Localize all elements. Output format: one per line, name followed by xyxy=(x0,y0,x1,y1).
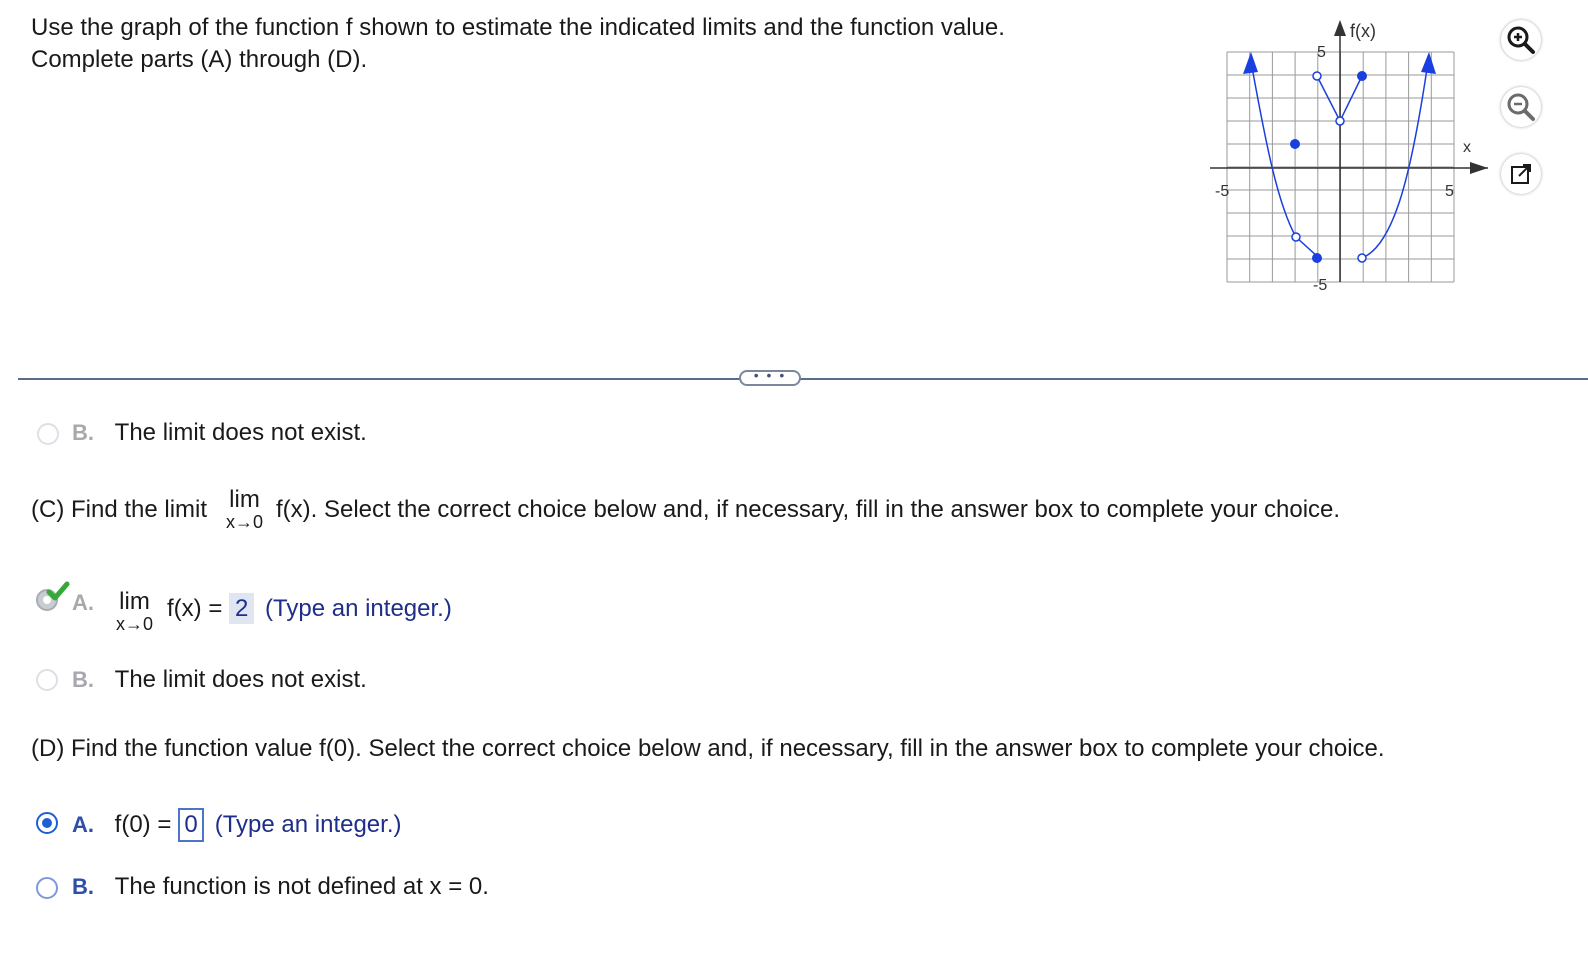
zoom-in-button[interactable] xyxy=(1501,20,1541,60)
part-c-prompt-pre: (C) Find the limit xyxy=(31,496,208,523)
zoom-out-icon xyxy=(1501,87,1541,127)
prev-choice-b xyxy=(72,418,367,448)
y-axis-arrow xyxy=(1334,20,1346,36)
popout-button[interactable] xyxy=(1501,154,1541,194)
y-tick-neg: -5 xyxy=(1313,277,1328,294)
open-point-neg1-4 xyxy=(1313,72,1321,80)
part-d-choice-b-letter: B. xyxy=(72,874,94,899)
part-c-choice-a-row xyxy=(167,594,452,624)
curve-left-branch xyxy=(1251,62,1296,237)
part-c-prompt-post: f(x). Select the correct choice below and, if necessary, fill in the answer box to complete your choice. xyxy=(276,496,1341,523)
filled-point-neg1-neg4 xyxy=(1312,253,1322,263)
zoom-in-icon xyxy=(1501,20,1541,60)
part-d-choice-a xyxy=(72,808,401,842)
expand-more-button[interactable] xyxy=(739,367,801,386)
part-c-choice-a-letter: A. xyxy=(72,590,94,615)
curve-right-arrow xyxy=(1421,52,1436,74)
part-c-lim-sub: x→0 xyxy=(226,512,264,532)
part-c-choice-a-lim-word: lim xyxy=(119,588,150,615)
open-point-1-neg4 xyxy=(1358,254,1366,262)
prev-choice-b-text: The limit does not exist. xyxy=(114,419,367,446)
more-dots-icon: • • • xyxy=(753,367,787,383)
filled-point-neg2-1 xyxy=(1290,139,1300,149)
section-divider xyxy=(18,378,1588,380)
y-tick-pos: 5 xyxy=(1317,44,1326,61)
zoom-out-button[interactable] xyxy=(1501,87,1541,127)
part-d-choice-a-hint: (Type an integer.) xyxy=(214,811,402,838)
correct-check-icon xyxy=(46,581,70,603)
x-tick-pos: 5 xyxy=(1445,183,1454,200)
part-c-lim-word: lim xyxy=(229,486,260,513)
function-graph xyxy=(1210,14,1500,304)
part-d-choice-b-radio[interactable] xyxy=(36,877,58,899)
curve-right-branch xyxy=(1362,62,1428,258)
x-tick-neg: -5 xyxy=(1215,183,1230,200)
open-point-neg2-neg3 xyxy=(1292,233,1300,241)
part-c-choice-a-hint: (Type an integer.) xyxy=(265,595,452,622)
part-c-choice-a-lim-sub: x→0 xyxy=(116,614,154,634)
part-d-prompt: (D) Find the function value f(0). Select the correct choice below and, if necessary, fill in the answer box to complete your choice. xyxy=(31,735,1385,762)
part-c-choice-b-letter: B. xyxy=(72,667,94,692)
part-c-choice-a-expr: f(x) = xyxy=(167,595,223,622)
popout-icon xyxy=(1501,154,1541,194)
part-d-choice-a-expr: f(0) = xyxy=(114,811,172,838)
prev-choice-b-radio[interactable] xyxy=(37,423,59,445)
part-c-choice-b-text: The limit does not exist. xyxy=(114,666,367,693)
part-c-choice-b-radio[interactable] xyxy=(36,669,58,691)
filled-point-1-4 xyxy=(1357,71,1367,81)
part-c-choice-a-limit xyxy=(116,590,153,634)
y-axis-label: f(x) xyxy=(1350,21,1376,41)
part-c-limit-notation xyxy=(226,488,263,532)
part-d-answer-field[interactable]: 0 xyxy=(178,808,204,842)
part-d-choice-a-radio[interactable] xyxy=(36,812,58,834)
open-point-0-2 xyxy=(1336,117,1344,125)
curve-left-arrow xyxy=(1243,52,1258,74)
part-d-choice-b xyxy=(72,872,489,902)
part-d-choice-b-text: The function is not defined at x = 0. xyxy=(114,873,489,900)
part-c-choice-b xyxy=(72,665,367,695)
part-c-choice-a-letter-wrap xyxy=(72,588,94,618)
part-c-answer-field[interactable]: 2 xyxy=(229,593,254,624)
x-axis-arrow xyxy=(1470,162,1488,174)
part-d-choice-a-letter: A. xyxy=(72,812,94,837)
prev-choice-b-letter: B. xyxy=(72,420,94,445)
question-line-1: Use the graph of the function f shown to estimate the indicated limits and the function value. xyxy=(31,14,1005,41)
question-line-2: Complete parts (A) through (D). xyxy=(31,46,368,73)
x-axis-label: x xyxy=(1463,139,1471,156)
